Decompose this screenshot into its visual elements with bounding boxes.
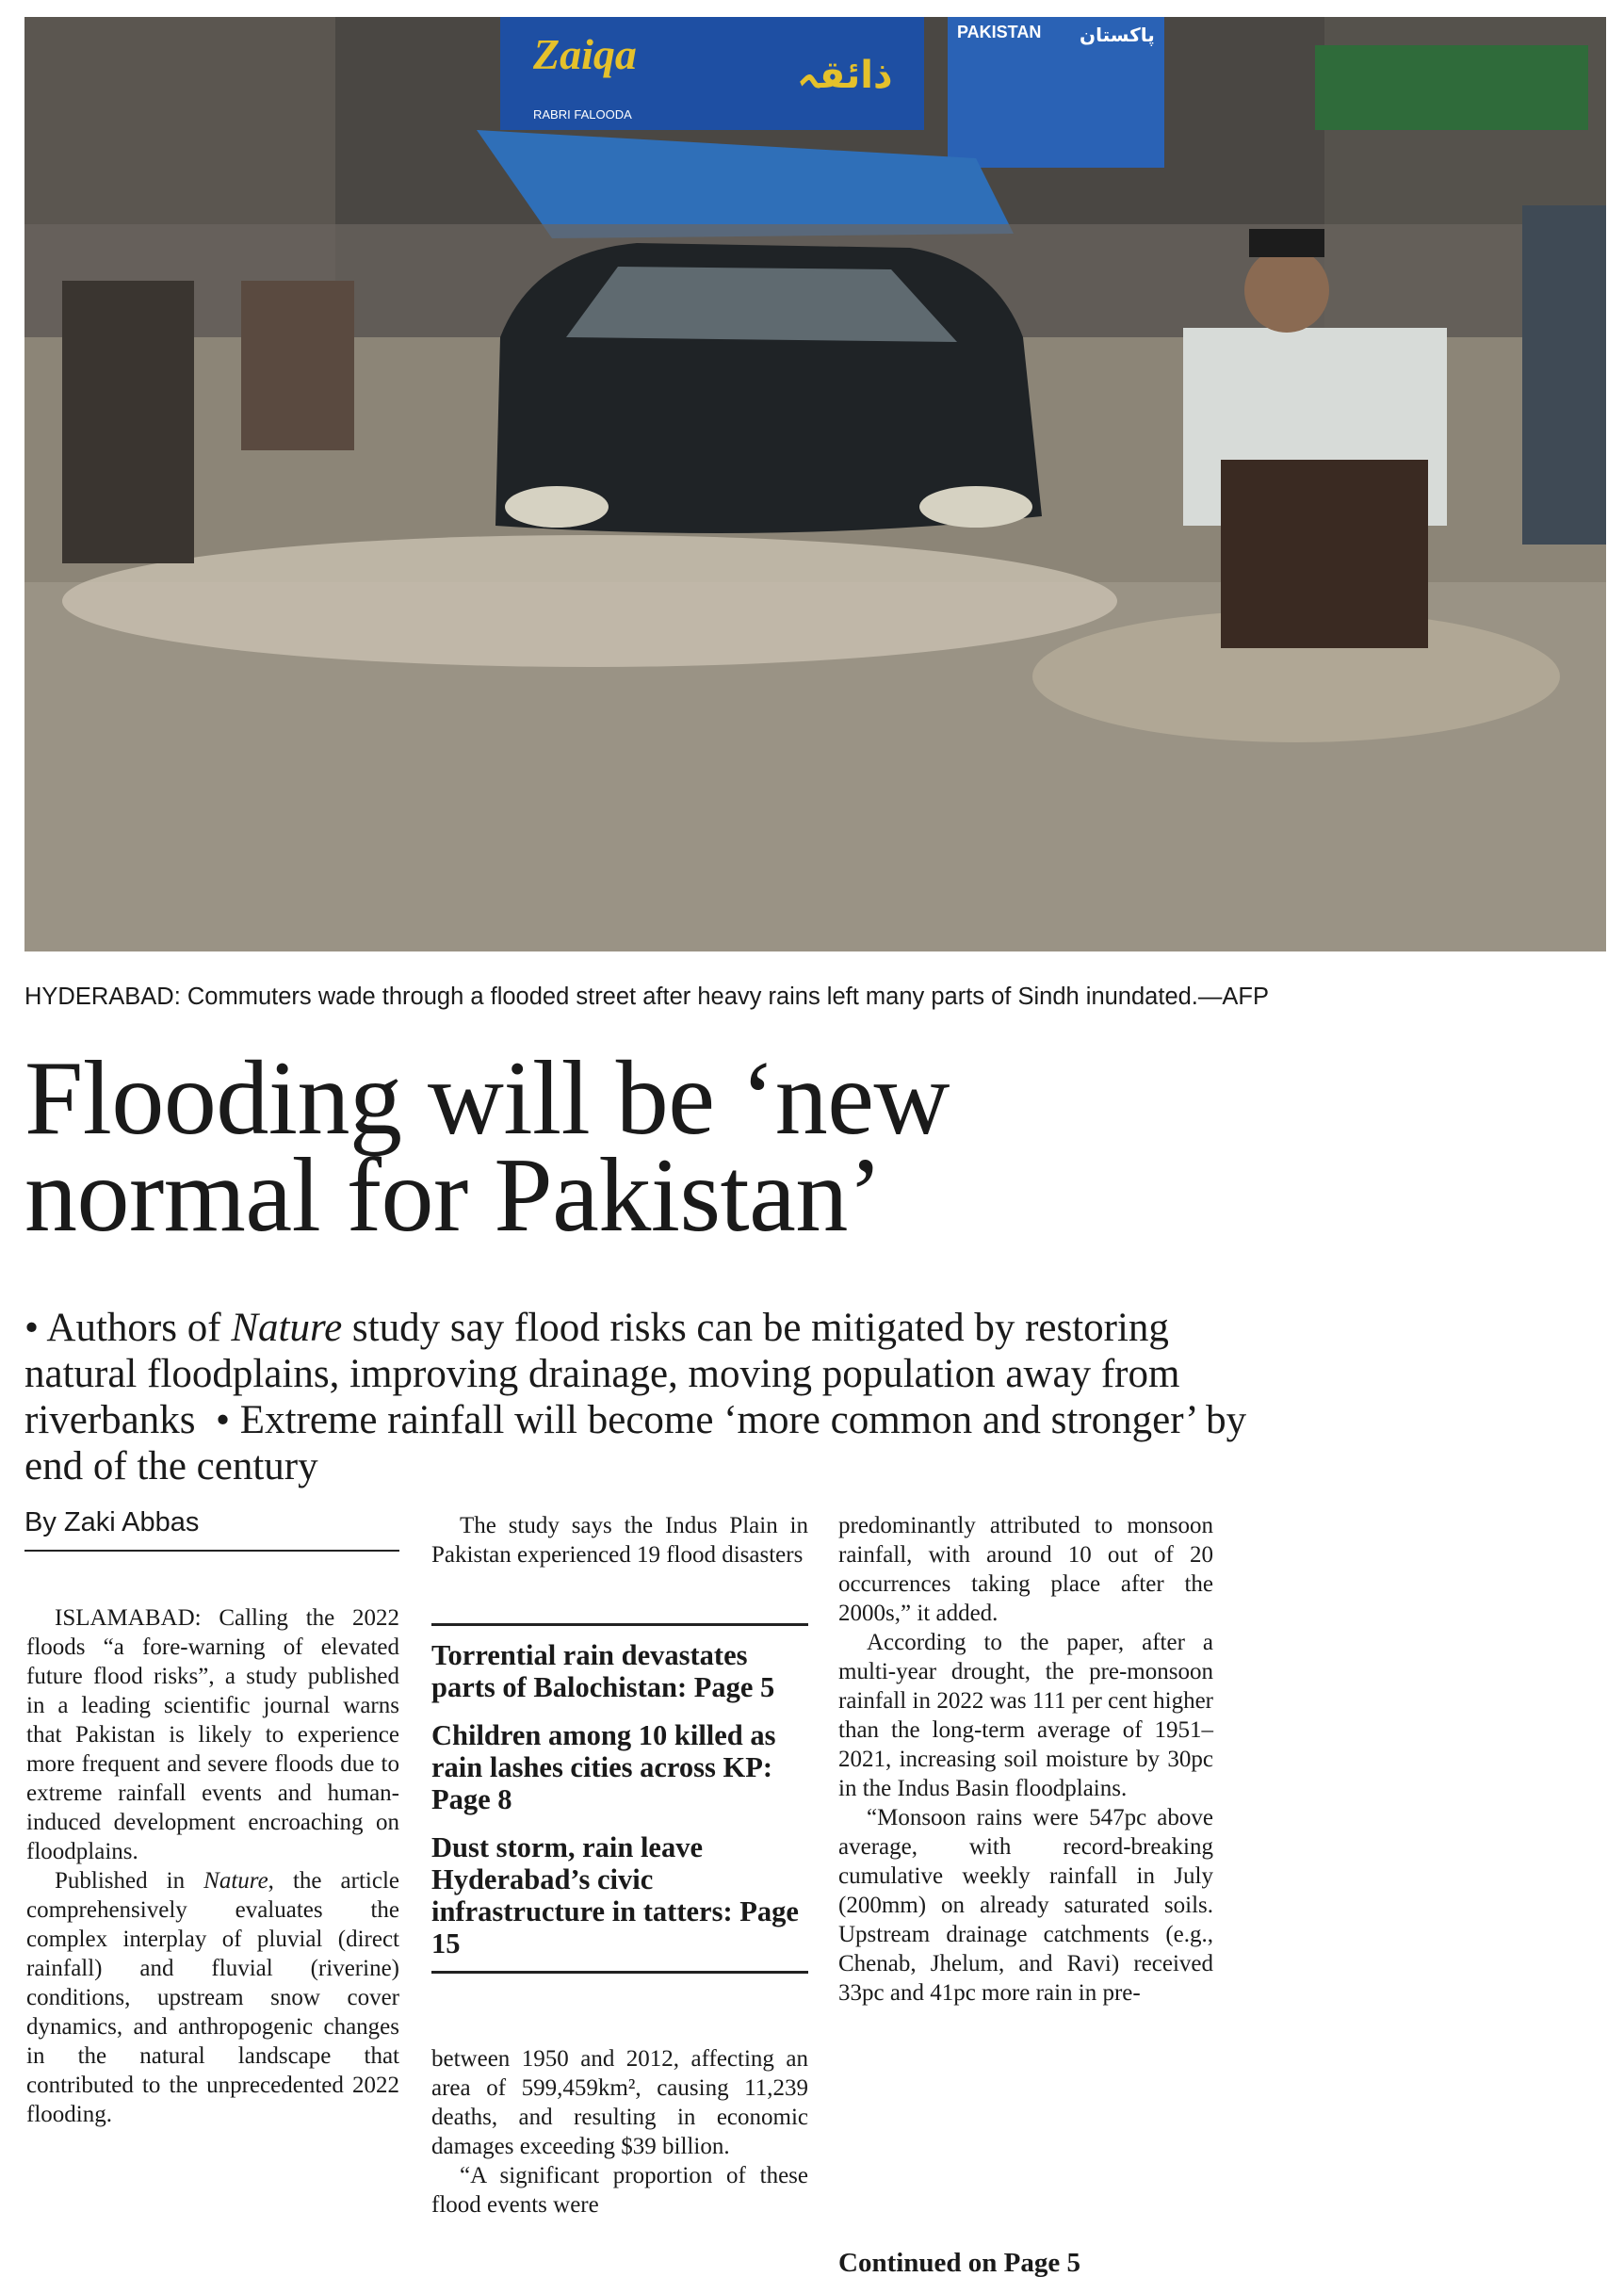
column-2-paragraph-top: The study says the Indus Plain in Pakistan experienced 19 flood disasters [431,1513,808,1568]
column-3-paragraph-1: predominantly attributed to monsoon rainfall, with around 10 out of 20 occurrences taking place after the 2000s,” it added. [838,1513,1213,1626]
column-2-paragraph-bottom-2: “A significant proportion of these flood events were [431,2163,808,2218]
col1-p2-post: , the article comprehensively evaluates the complex interplay of pluvial (direct rainfall) and fluvial (riverine) conditions, upstream snow cover dynamics, and anthropogenic changes in the natural landscape that contributed to the unprecedented 2022 flooding. [26,1868,399,2127]
flood-street-photo-icon [24,17,1606,951]
column-1-paragraph-1: ISLAMABAD: Calling the 2022 floods “a fore-warning of elevated future flood risks”, a study published in a leading scientific journal warns that Pakistan is likely to experience more frequent and severe floods due to extreme rainfall events and human-induced development encroaching on floodplains. [26,1605,399,1864]
teaser-hyderabad-link[interactable]: Dust storm, rain leave Hyderabad’s civic infrastructure in tatters: Page 15 [431,1831,799,1960]
deck-text [24,1305,1259,1489]
column-2-paragraph-bottom-1: between 1950 and 2012, affecting an area of 599,459km², causing 11,239 deaths, and resulting in economic damages exceeding $39 billion. [431,2046,808,2159]
byline: By Zaki Abbas [24,1507,399,1552]
article-column-1 [26,1603,399,2129]
deck-bullet-2: • Extreme rainfall will become ‘more common and stronger’ by end of the century [24,1398,1247,1488]
col1-p2-pre: Published in [55,1868,204,1894]
column-3-paragraph-2: According to the paper, after a multi-year drought, the pre-monsoon rainfall in 2022 was 111 per cent higher than the long-term average of 1951–2021, increasing soil moisture by 30pc in the Indus Basin floodplains. [838,1630,1213,1801]
news-photo [24,17,1606,951]
headline-line-2: normal for Pakistan’ [24,1137,883,1254]
col1-p2-italic: Nature [203,1868,268,1894]
sign-zaiqa-text: Zaiqa [533,30,637,78]
article-column-3 [838,1511,1213,2008]
related-stories-box [431,1623,808,1974]
column-1-paragraph-2 [26,1866,399,2129]
sign-zaiqa-urdu-text: ذائقہ [797,54,893,97]
subheadline-deck [24,1305,1259,1489]
continued-on-page-link[interactable]: Continued on Page 5 [838,2248,1081,2278]
teaser-kp-link[interactable]: Children among 10 killed as rain lashes cities across KP: Page 8 [431,1719,776,1815]
deck-bullet-1-italic: Nature [231,1306,343,1350]
headline-line-1: Flooding will be ‘new [24,1040,950,1157]
sign-zaiqa-sub-text: RABRI FALOODA [533,107,632,122]
sign-pakistan-urdu-text: پاکستان [1080,24,1155,46]
column-3-paragraph-3: “Monsoon rains were 547pc above average, with record-breaking cumulative weekly rainfall in July (200mm) on already saturated soils. Upstream drainage catchments (e.g., Chenab, Jhelum, and Ravi) received 33pc and 41pc more rain in pre- [838,1805,1213,2006]
sign-pakistan-text: PAKISTAN [957,23,1042,41]
deck-bullet-1-pre: • Authors of [24,1306,232,1350]
article-column-2-top [431,1511,808,1569]
photo-caption: HYDERABAD: Commuters wade through a flooded street after heavy rains left many parts of Sindh inundated.—AFP [24,984,1269,1010]
article-column-2-bottom [431,2044,808,2220]
teaser-balochistan-link[interactable]: Torrential rain devastates parts of Balochistan: Page 5 [431,1639,775,1703]
headline [24,1040,1249,1254]
deck-bullet-1-post: study say flood risks can be mitigated by restoring natural floodplains, improving drainage, moving population away from riverbanks [24,1306,1180,1442]
